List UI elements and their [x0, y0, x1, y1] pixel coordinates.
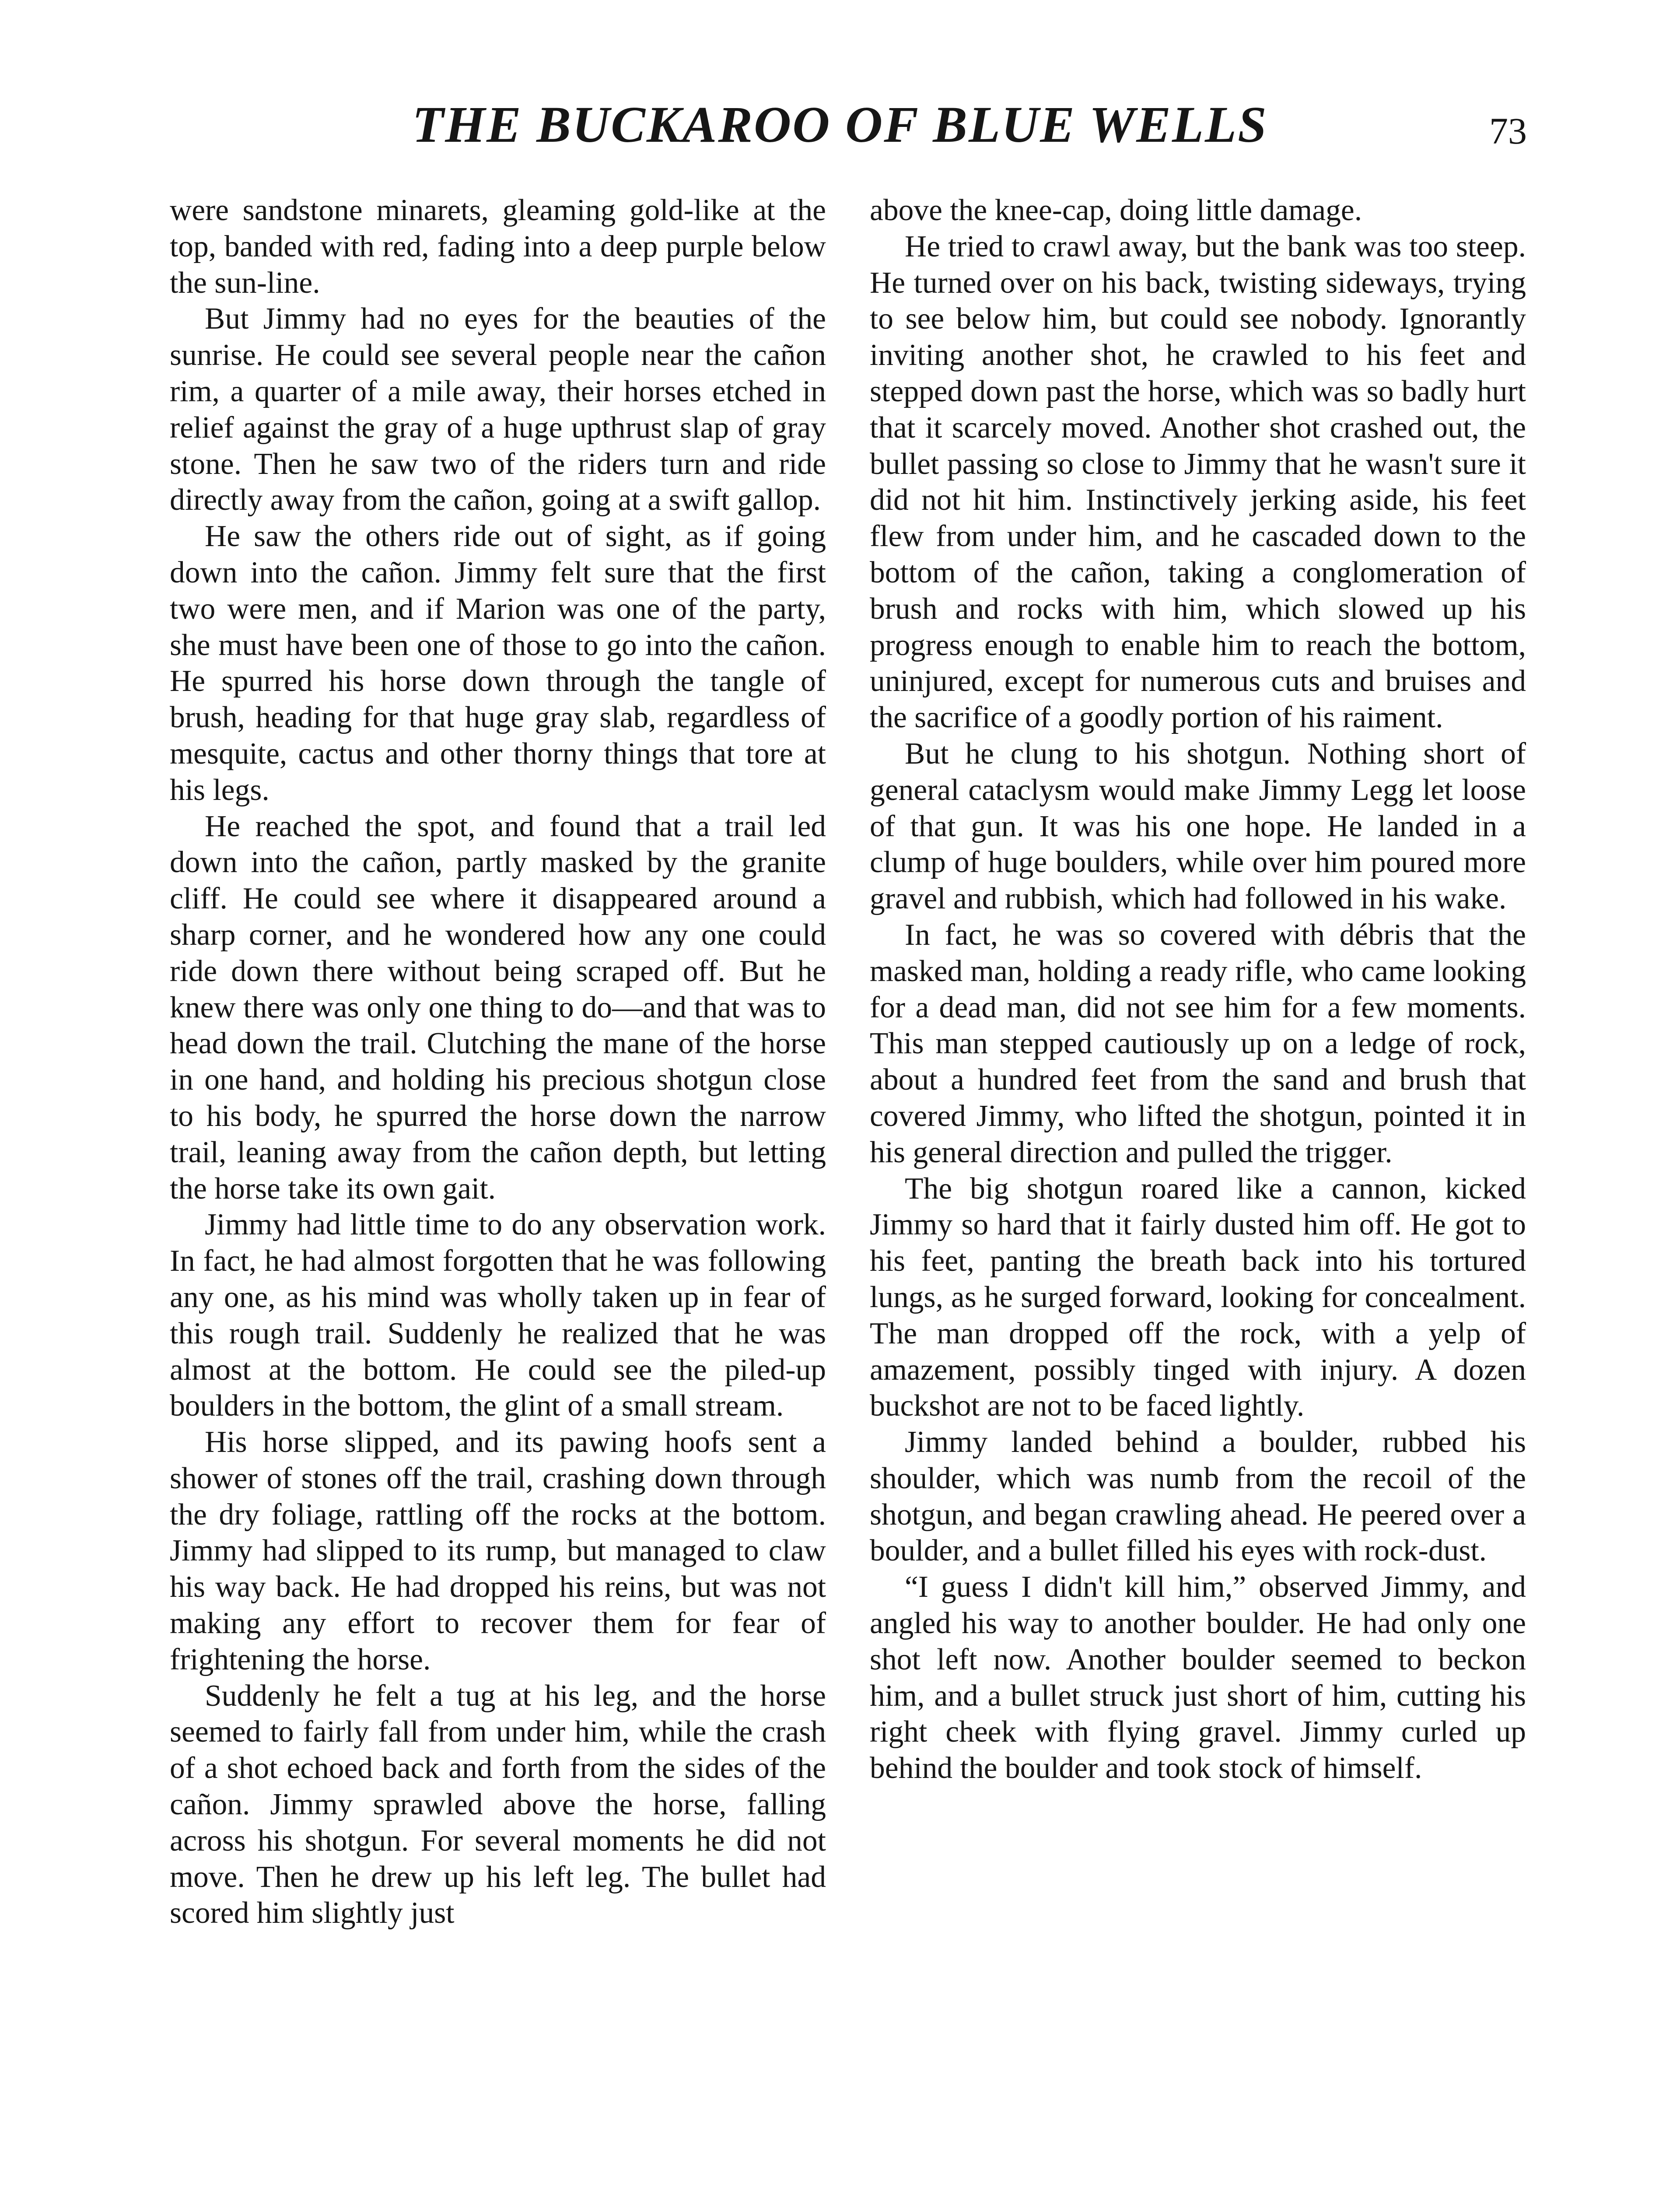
paragraph: “I guess I didn't kill him,” observed Jimmy, and angled his way to another boulder. He had only one shot left now. Another boulder seemed to beckon him, and a bullet struck just short of him, cutting his right cheek with flying gravel. Jimmy curled up behind the boulder and took stock of himself. [870, 1570, 1526, 1785]
paragraph: He tried to crawl away, but the bank was too steep. He turned over on his back, twisting sideways, trying to see below him, but could see nobody. Ignorantly inviting another shot, he crawled to his feet and stepped down past the horse, which was so badly hurt that it scarcely moved. Another shot crashed out, the bullet passing so close to Jimmy that he wasn't sure it did not hit him. Instinctively jerking aside, his feet flew from under him, and he cascaded down to the bottom of the cañon, taking a conglomeration of brush and rocks with him, which slowed up his progress enough to enable him to reach the bottom, uninjured, except for numerous cuts and bruises and the sacrifice of a goodly portion of his raiment. [870, 229, 1526, 735]
paragraph: But Jimmy had no eyes for the beauties of the sunrise. He could see several people near the cañon rim, a quarter of a mile away, their horses etched in relief against the gray of a huge upthrust slap of gray stone. Then he saw two of the riders turn and ride directly away from the cañon, going at a swift gallop. [170, 302, 826, 517]
paragraph: above the knee-cap, doing little damage. [870, 193, 1362, 227]
page-header [0, 92, 1680, 158]
running-title: THE BUCKAROO OF BLUE WELLS [412, 96, 1268, 153]
left-column [170, 193, 826, 2188]
paragraph: Suddenly he felt a tug at his leg, and the horse seemed to fairly fall from under him, while the crash of a shot echoed back and forth from the sides of the cañon. Jimmy sprawled above the horse, falling across his shotgun. For several moments he did not move. Then he drew up his left leg. The bullet had scored him slightly just [170, 1679, 826, 1930]
paragraph: He saw the others ride out of sight, as if going down into the cañon. Jimmy felt sure that the first two were men, and if Marion was one of the party, she must have been one of those to go into the cañon. He spurred his horse down through the tangle of brush, heading for that huge gray slab, regardless of mesquite, cactus and other thorny things that tore at his legs. [170, 519, 826, 807]
paragraph: In fact, he was so covered with débris that the masked man, holding a ready rifle, who came looking for a dead man, did not see him for a few moments. This man stepped cautiously up on a ledge of rock, about a hundred feet from the sand and brush that covered Jimmy, who lifted the shotgun, pointed it in his general direction and pulled the trigger. [870, 918, 1526, 1169]
paragraph: Jimmy landed behind a boulder, rubbed his shoulder, which was numb from the recoil of the shotgun, and began crawling ahead. He peered over a boulder, and a bullet filled his eyes with rock-dust. [870, 1425, 1526, 1568]
paragraph: Jimmy had little time to do any observation work. In fact, he had almost forgotten that he was following any one, as his mind was wholly taken up in fear of this rough trail. Suddenly he realized that he was almost at the bottom. He could see the piled-up boulders in the bottom, the glint of a small stream. [170, 1208, 826, 1423]
paragraph: The big shotgun roared like a cannon, kicked Jimmy so hard that it fairly dusted him off. He got to his feet, panting the breath back into his tortured lungs, as he surged forward, looking for concealment. The man dropped off the rock, with a yelp of amazement, possibly tinged with injury. A dozen buckshot are not to be faced lightly. [870, 1171, 1526, 1423]
paragraph: He reached the spot, and found that a trail led down into the cañon, partly masked by the granite cliff. He could see where it disappeared around a sharp corner, and he wondered how any one could ride down there without being scraped off. But he knew there was only one thing to do—and that was to head down the trail. Clutching the mane of the horse in one hand, and holding his precious shotgun close to his body, he spurred the horse down the narrow trail, leaning away from the cañon depth, but letting the horse take its own gait. [170, 809, 826, 1206]
right-column [870, 193, 1526, 2188]
page-number: 73 [1489, 110, 1527, 152]
paragraph: But he clung to his shotgun. Nothing short of general cataclysm would make Jimmy Legg let loose of that gun. It was his one hope. He landed in a clump of huge boulders, while over him poured more gravel and rubbish, which had followed in his wake. [870, 736, 1526, 916]
paragraph: were sandstone minarets, gleaming gold-like at the top, banded with red, fading into a deep purple below the sun-line. [170, 193, 826, 300]
paragraph: His horse slipped, and its pawing hoofs sent a shower of stones off the trail, crashing down through the dry foliage, rattling off the rocks at the bottom. Jimmy had slipped to its rump, but managed to claw his way back. He had dropped his reins, but was not making any effort to recover them for fear of frightening the horse. [170, 1425, 826, 1676]
